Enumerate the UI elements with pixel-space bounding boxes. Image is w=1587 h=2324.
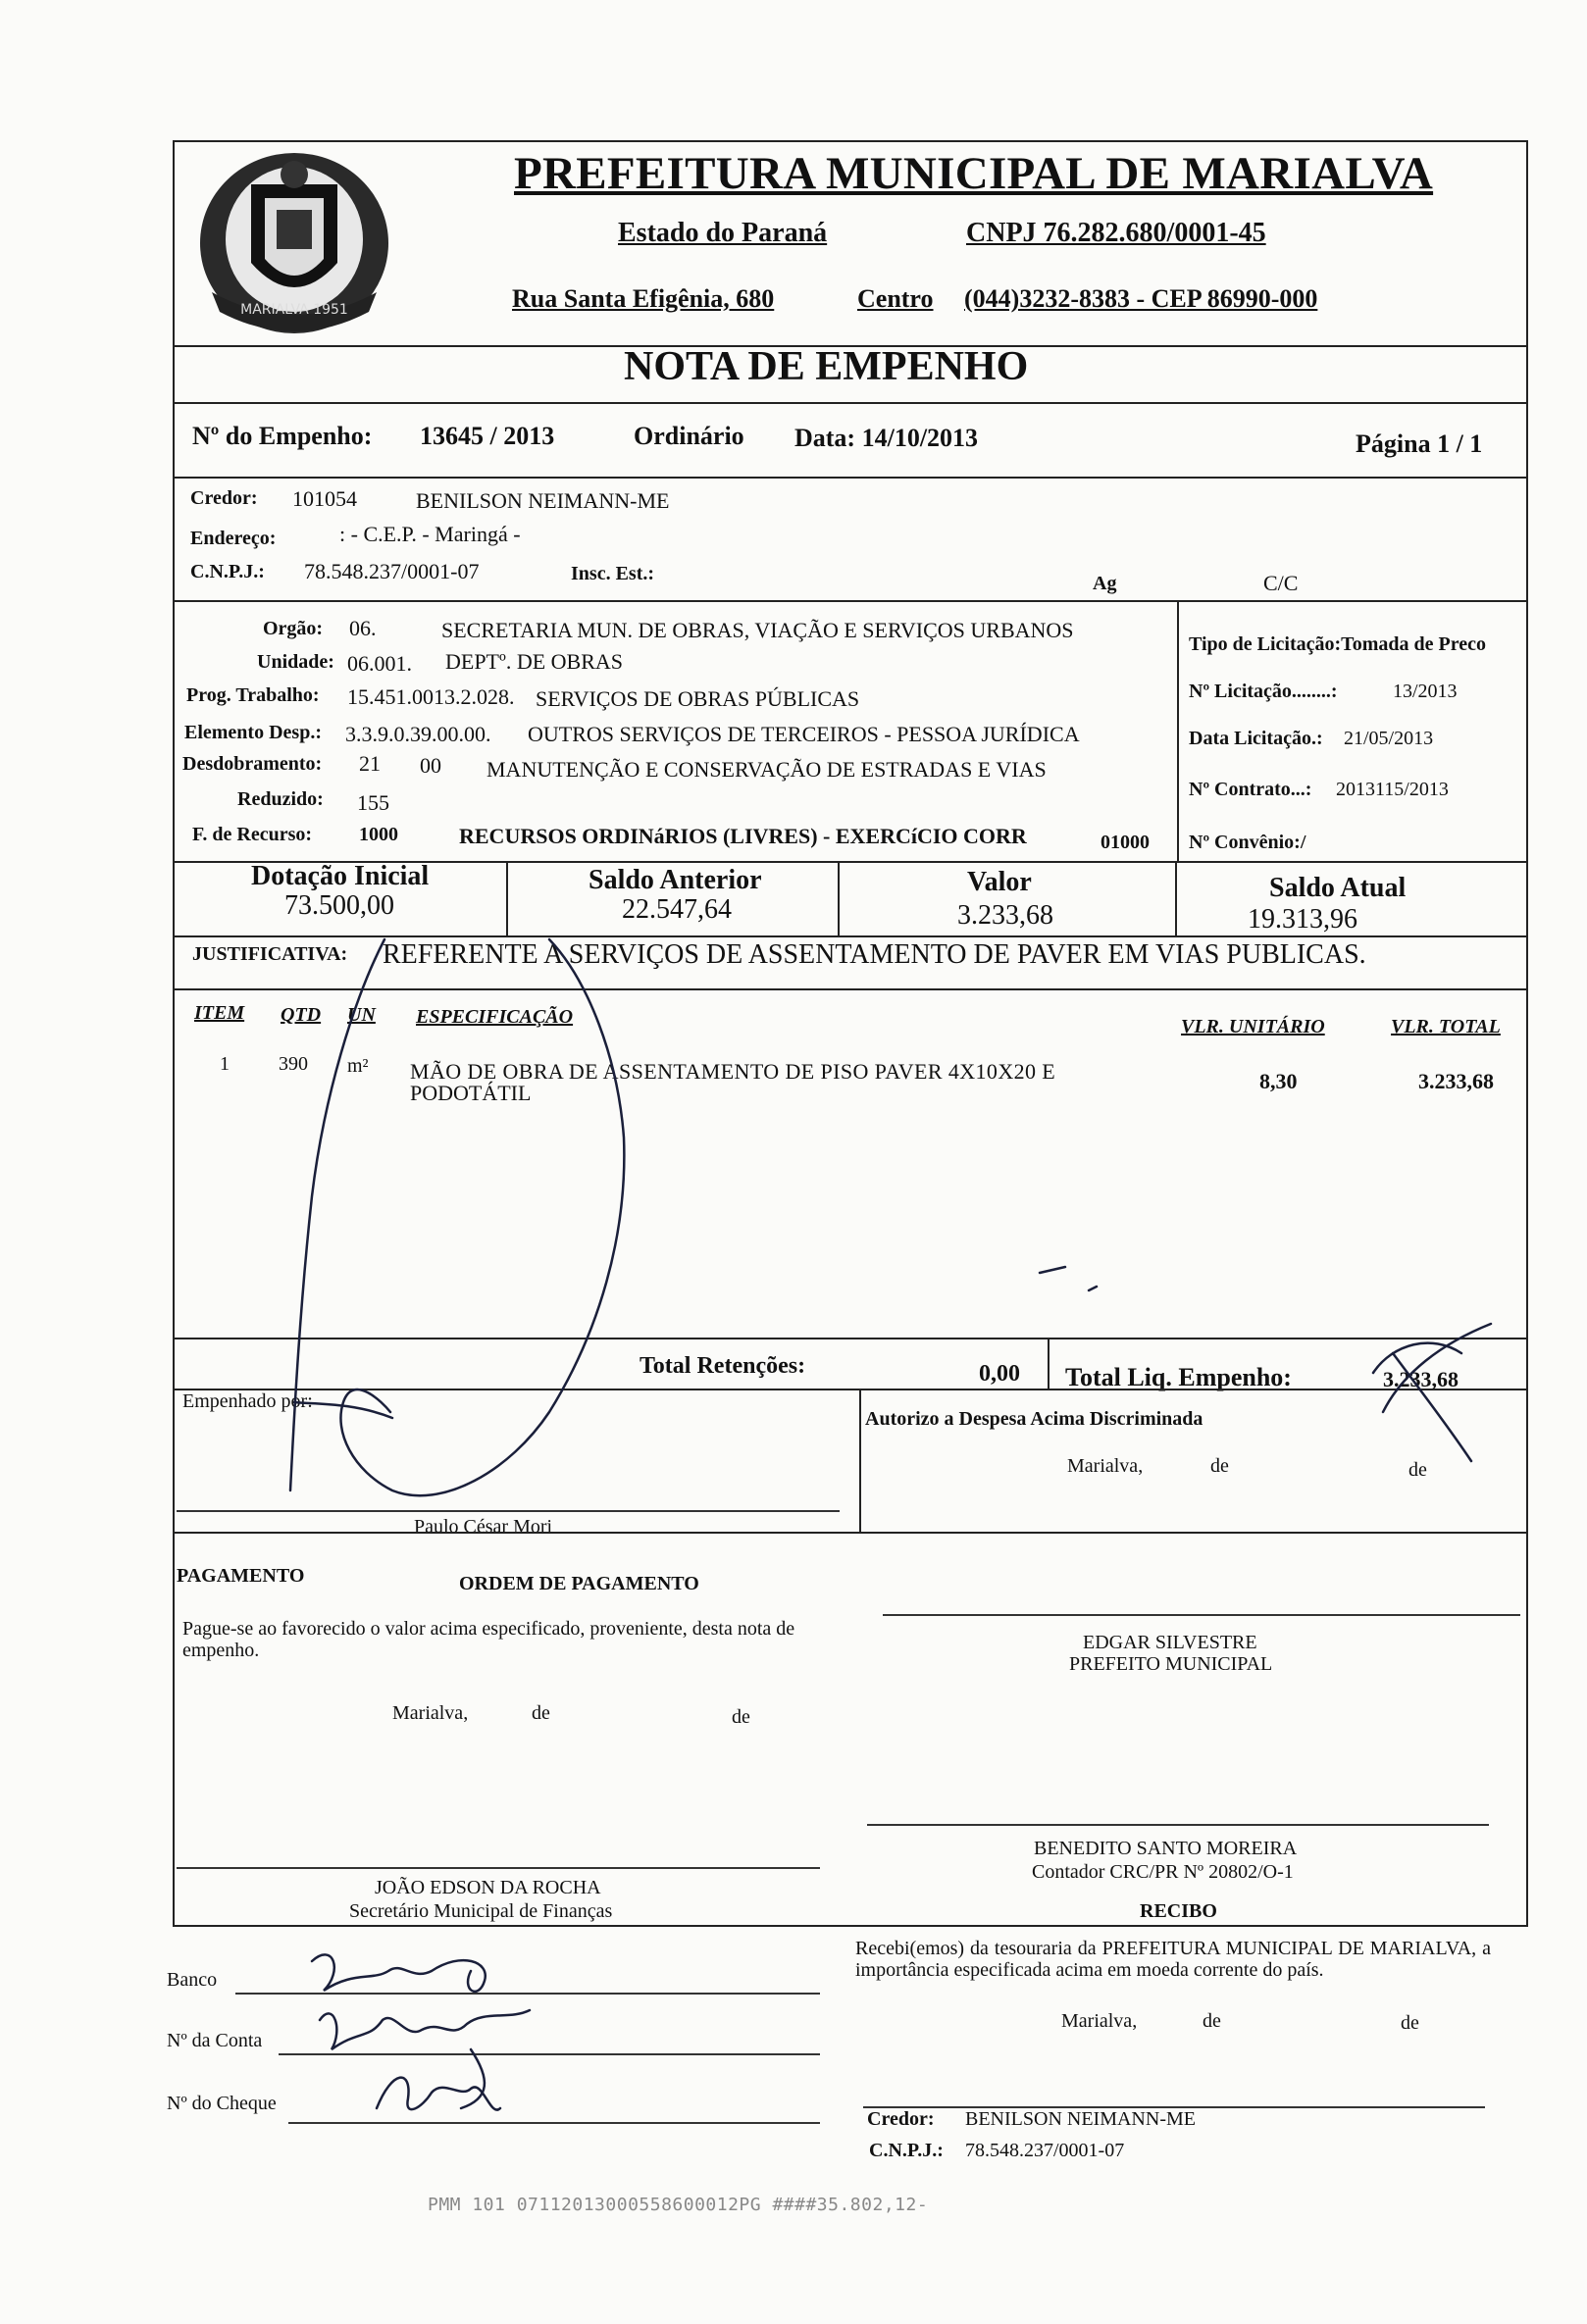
orgao-code: 06. [349, 616, 377, 640]
convenio: Nº Convênio:/ [1189, 832, 1306, 853]
header-state: Estado do Paraná [618, 218, 828, 248]
pagamento-label: PAGAMENTO [177, 1565, 305, 1587]
recibo-text: Recebi(emos) da tesouraria da PREFEITURA MUNICIPAL DE MARIALVA, a importância especificada acima em moeda corrente do país. [855, 1938, 1491, 1981]
total-liq-label: Total Liq. Empenho: [1065, 1363, 1292, 1391]
credor-cnpj-label: C.N.P.J.: [190, 561, 265, 582]
row-espec-line1: MÃO DE OBRA DE ASSENTAMENTO DE PISO PAVER 4X10X20 E [410, 1059, 1056, 1084]
recibo-title: RECIBO [1140, 1900, 1217, 1922]
row-vlr-total: 3.233,68 [1418, 1069, 1494, 1093]
prog-code: 15.451.0013.2.028. [347, 684, 515, 709]
empenho-type: Ordinário [634, 422, 744, 450]
pagamento-de2: de [732, 1706, 750, 1728]
empenho-page: Página 1 / 1 [1356, 429, 1483, 458]
header-address: Rua Santa Efigênia, 680 [512, 284, 775, 313]
insc-est-label: Insc. Est.: [571, 563, 655, 584]
contador-name: BENEDITO SANTO MOREIRA [1034, 1838, 1298, 1859]
pagamento-de1: de [532, 1702, 550, 1724]
contrato-value: 2013115/2013 [1336, 779, 1449, 800]
recibo-de2: de [1401, 2012, 1419, 2034]
licitacao-data-label: Data Licitação.: [1189, 728, 1323, 749]
header-district: Centro [857, 284, 934, 313]
autorizo-city: Marialva, [1067, 1455, 1144, 1477]
orgao-desc: SECRETARIA MUN. DE OBRAS, VIAÇÃO E SERVIÇOS URBANOS [441, 618, 1074, 642]
row-qtd: 390 [279, 1053, 308, 1075]
desd-code: 21 [359, 751, 381, 776]
prog-desc: SERVIÇOS DE OBRAS PÚBLICAS [536, 686, 860, 711]
rodape-cnpj-label: C.N.P.J.: [869, 2140, 944, 2161]
pagamento-text: Pague-se ao favorecido o valor acima especificado, proveniente, desta nota de empenho. [182, 1618, 795, 1661]
orgao-label: Orgão: [263, 618, 324, 639]
elem-label: Elemento Desp.: [184, 722, 322, 743]
doc-title: NOTA DE EMPENHO [624, 344, 1029, 389]
col-vlr-total-header: VLR. TOTAL [1391, 1016, 1501, 1037]
endereco-label: Endereço: [190, 528, 277, 549]
autorizo-text: Autorizo a Despesa Acima Discriminada [865, 1408, 1203, 1430]
saldo-atual-label: Saldo Atual [1269, 873, 1407, 903]
dotacao-value: 73.500,00 [284, 890, 394, 921]
cheque-label: Nº do Cheque [167, 2093, 277, 2114]
autorizo-de2: de [1408, 1459, 1427, 1481]
elem-desc: OUTROS SERVIÇOS DE TERCEIROS - PESSOA JURÍDICA [528, 722, 1080, 746]
rodape-cnpj: 78.548.237/0001-07 [965, 2140, 1125, 2161]
recibo-de1: de [1203, 2010, 1221, 2032]
valor-value: 3.233,68 [957, 900, 1053, 931]
justificativa-text: REFERENTE A SERVIÇOS DE ASSENTAMENTO DE PAVER EM VIAS PUBLICAS. [383, 939, 1366, 970]
saldo-anterior-label: Saldo Anterior [589, 865, 762, 895]
licitacao-numero: 13/2013 [1393, 681, 1458, 702]
rodape-credor-label: Credor: [867, 2108, 935, 2130]
header-title: PREFEITURA MUNICIPAL DE MARIALVA [514, 148, 1434, 199]
fonte-desc: RECURSOS ORDINáRIOS (LIVRES) - EXERCíCIO CORR [459, 824, 1027, 848]
licitacao-numero-label: Nº Licitação........: [1189, 681, 1338, 702]
unidade-label: Unidade: [257, 651, 334, 673]
empenho-date: Data: 14/10/2013 [794, 424, 979, 452]
col-un-header: UN [347, 1004, 376, 1026]
recibo-city: Marialva, [1061, 2010, 1138, 2032]
licitacao-data: 21/05/2013 [1344, 728, 1434, 749]
credor-label: Credor: [190, 487, 258, 509]
fonte-code: 1000 [359, 824, 398, 845]
desd-desc: MANUTENÇÃO E CONSERVAÇÃO DE ESTRADAS E VIAS [486, 757, 1047, 782]
col-vlr-unit-header: VLR. UNITÁRIO [1181, 1016, 1325, 1037]
conta-label: Nº da Conta [167, 2030, 263, 2051]
svg-text:MARIALVA 1951: MARIALVA 1951 [240, 302, 348, 318]
cc-label: C/C [1263, 571, 1299, 595]
header-cnpj: CNPJ 76.282.680/0001-45 [966, 218, 1266, 248]
row-un: m² [347, 1055, 369, 1077]
prefeito-name: EDGAR SILVESTRE [1083, 1632, 1257, 1653]
desd-sub: 00 [420, 753, 441, 778]
col-espec-header: ESPECIFICAÇÃO [416, 1006, 574, 1028]
saldo-anterior-value: 22.547,64 [622, 894, 732, 925]
ordem-label: ORDEM DE PAGAMENTO [459, 1573, 699, 1594]
justificativa-label: JUSTIFICATIVA: [192, 943, 348, 965]
prefeito-role: PREFEITO MUNICIPAL [1069, 1653, 1273, 1675]
pagamento-city: Marialva, [392, 1702, 469, 1724]
valor-label: Valor [967, 867, 1032, 897]
secretario-role: Secretário Municipal de Finanças [349, 1900, 613, 1922]
reduzido-code: 155 [357, 790, 389, 815]
elem-code: 3.3.9.0.39.00.00. [345, 722, 491, 746]
payment-stamp: PMM 101 07112013000558600012PG ####35.802,12- [428, 2195, 929, 2215]
unidade-desc: DEPTº. DE OBRAS [445, 649, 624, 674]
reduzido-label: Reduzido: [237, 788, 324, 810]
credor-name: BENILSON NEIMANN-ME [416, 488, 670, 513]
header-phone-cep: (044)3232-8383 - CEP 86990-000 [964, 284, 1318, 313]
banco-label: Banco [167, 1969, 218, 1991]
col-qtd-header: QTD [281, 1004, 322, 1026]
unidade-code: 06.001. [347, 651, 412, 676]
contador-role: Contador CRC/PR Nº 20802/O-1 [1032, 1861, 1294, 1883]
credor-cnpj: 78.548.237/0001-07 [304, 559, 480, 583]
retencoes-label: Total Retenções: [640, 1353, 806, 1379]
prog-label: Prog. Trabalho: [186, 684, 320, 706]
col-item-header: ITEM [194, 1002, 245, 1024]
row-espec-line2: PODOTÁTIL [410, 1081, 532, 1105]
row-item: 1 [220, 1053, 230, 1075]
total-liq-value: 3.233,68 [1383, 1367, 1459, 1391]
rodape-credor: BENILSON NEIMANN-ME [965, 2108, 1196, 2130]
secretario-name: JOÃO EDSON DA ROCHA [375, 1877, 601, 1898]
credor-code: 101054 [292, 486, 357, 511]
retencoes-value: 0,00 [979, 1361, 1020, 1387]
licitacao-tipo: Tipo de Licitação:Tomada de Preco [1189, 633, 1486, 655]
empenhado-label: Empenhado por: [182, 1390, 313, 1412]
fonte-sub: 01000 [1101, 832, 1150, 853]
autorizo-de1: de [1210, 1455, 1229, 1477]
empenho-number: 13645 / 2013 [420, 422, 555, 450]
fonte-label: F. de Recurso: [192, 824, 313, 845]
dotacao-label: Dotação Inicial [251, 861, 430, 891]
endereco-value: : - C.E.P. - Maringá - [339, 522, 521, 546]
desd-label: Desdobramento: [182, 753, 323, 775]
saldo-atual-value: 19.313,96 [1248, 904, 1357, 935]
empenho-label: Nº do Empenho: [192, 422, 373, 450]
empenhado-name: Paulo César Mori [414, 1516, 553, 1538]
ag-label: Ag [1093, 573, 1117, 594]
contrato-label: Nº Contrato...: [1189, 779, 1312, 800]
row-vlr-unit: 8,30 [1259, 1069, 1298, 1093]
